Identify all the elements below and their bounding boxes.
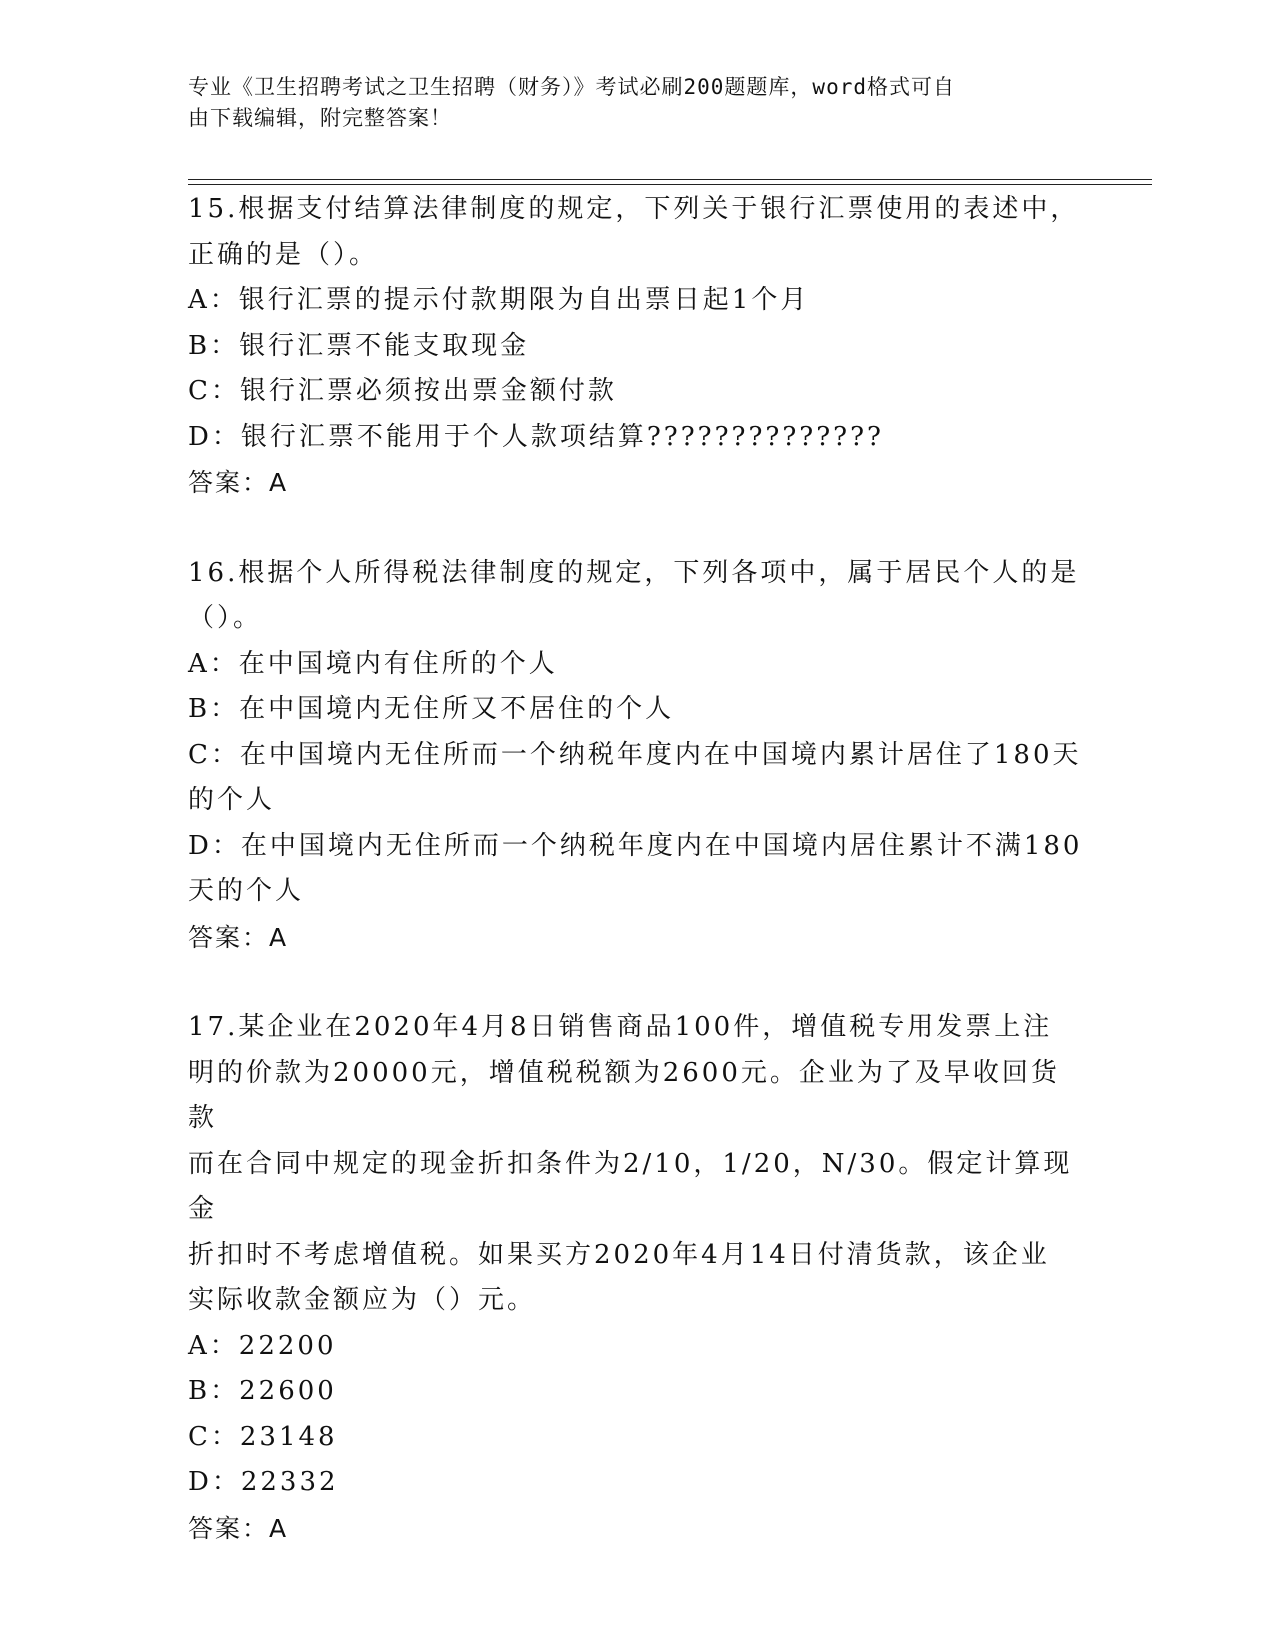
option-c-continued: 的个人 (188, 785, 276, 815)
option-a: A：银行汇票的提示付款期限为自出票日起1个月 (188, 285, 810, 315)
document-header (188, 72, 1068, 134)
question-stem: 明的价款为20000元，增值税税额为2600元。企业为了及早收回货款 (188, 1057, 1060, 1133)
question-list (188, 187, 1088, 1551)
spacer (188, 506, 1088, 551)
option-a: A：22200 (188, 1330, 337, 1361)
question-stem: 16.根据个人所得税法律制度的规定，下列各项中，属于居民个人的是 (188, 557, 1080, 588)
answer: 答案：A (188, 468, 289, 497)
option-b: B：22600 (188, 1376, 337, 1406)
option-b: B：银行汇票不能支取现金 (188, 330, 530, 361)
question-15 (188, 187, 1088, 506)
option-d: D：银行汇票不能用于个人款项结算?????????????? (188, 421, 884, 452)
answer: 答案：A (188, 922, 289, 952)
question-stem: 17.某企业在2020年4月8日销售商品100件，增值税专用发票上注 (188, 1012, 1053, 1042)
header-divider (188, 184, 1152, 185)
question-17 (188, 1005, 1088, 1551)
option-a: A：在中国境内有住所的个人 (188, 648, 558, 679)
question-stem: 实际收款金额应为（）元。 (188, 1285, 537, 1315)
question-stem: 正确的是（）。 (188, 239, 379, 270)
option-b: B：在中国境内无住所又不居住的个人 (188, 694, 675, 724)
option-c: C：23148 (188, 1421, 338, 1452)
option-d-continued: 天的个人 (188, 876, 305, 906)
spacer (188, 960, 1088, 1005)
option-d: D：在中国境内无住所而一个纳税年度内在中国境内居住累计不满180 (188, 830, 1083, 861)
question-stem: （）。 (188, 603, 263, 633)
option-c: C：银行汇票必须按出票金额付款 (188, 376, 617, 406)
question-stem: 折扣时不考虑增值税。如果买方2020年4月14日付清货款，该企业 (188, 1239, 1050, 1270)
header-line: 专业《卫生招聘考试之卫生招聘（财务）》考试必刷200题题库，word格式可自 (188, 75, 955, 99)
question-16 (188, 551, 1088, 961)
answer: 答案：A (188, 1513, 289, 1543)
question-stem: 15.根据支付结算法律制度的规定，下列关于银行汇票使用的表述中， (188, 194, 1080, 224)
option-c: C：在中国境内无住所而一个纳税年度内在中国境内累计居住了180天 (188, 739, 1082, 770)
header-line: 由下载编辑，附完整答案！ (188, 106, 452, 130)
header-divider (188, 179, 1152, 180)
question-stem: 而在合同中规定的现金折扣条件为2/10，1/20，N/30。假定计算现金 (188, 1148, 1073, 1224)
option-d: D：22332 (188, 1467, 339, 1497)
